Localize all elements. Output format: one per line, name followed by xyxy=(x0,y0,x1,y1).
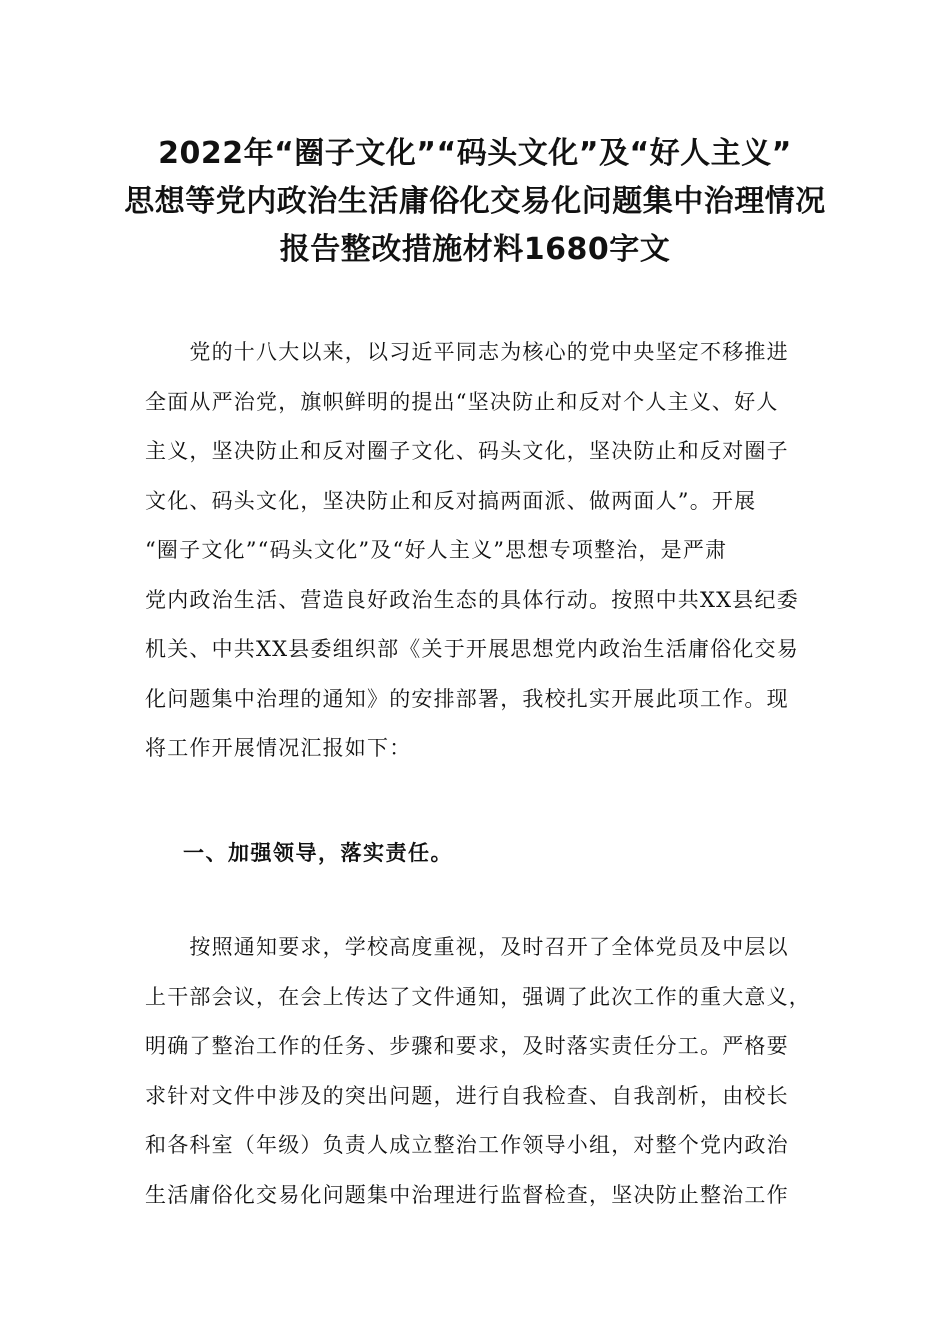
paragraph-line: 生活庸俗化交易化问题集中治理进行监督检查，坚决防止整治工作 xyxy=(145,1182,789,1207)
paragraph-line: 和各科室（年级）负责人成立整治工作领导小组，对整个党内政治 xyxy=(145,1133,789,1157)
section1-paragraph xyxy=(145,923,811,1220)
title-line-3: 报告整改措施材料1680字文 xyxy=(279,232,671,267)
paragraph-line: 化问题集中治理的通知》的安排部署，我校扎实开展此项工作。现 xyxy=(145,686,789,711)
paragraph-line: 求针对文件中涉及的突出问题，进行自我检查、自我剖析，由校长 xyxy=(145,1083,789,1108)
paragraph-line: 上干部会议，在会上传达了文件通知，强调了此次工作的重大意义， xyxy=(145,984,811,1009)
paragraph-line: 党内政治生活、营造良好政治生态的具体行动。按照中共XX县纪委 xyxy=(145,587,799,612)
paragraph-line: 机关、中共XX县委组织部《关于开展思想党内政治生活庸俗化交易 xyxy=(145,637,799,661)
document-title xyxy=(100,130,850,274)
paragraph-line: 主义，坚决防止和反对圈子文化、码头文化，坚决防止和反对圈子 xyxy=(145,439,789,463)
intro-paragraph xyxy=(145,328,805,774)
paragraph-line: 党的十八大以来，以习近平同志为核心的党中央坚定不移推进 xyxy=(145,340,789,364)
paragraph-line: 明确了整治工作的任务、步骤和要求，及时落实责任分工。严格要 xyxy=(145,1034,789,1058)
paragraph-line: 全面从严治党，旗帜鲜明的提出“坚决防止和反对个人主义、好人 xyxy=(145,389,779,414)
section-heading: 一、加强领导，落实责任。 xyxy=(183,841,453,865)
title-line-2: 思想等党内政治生活庸俗化交易化问题集中治理情况 xyxy=(124,184,826,219)
paragraph-line: “圈子文化”“码头文化”及“好人主义”思想专项整治，是严肃 xyxy=(145,538,728,562)
title-line-1: 2022年“圈子文化”“码头文化”及“好人主义” xyxy=(158,136,792,171)
paragraph-line: 将工作开展情况汇报如下： xyxy=(145,736,412,760)
paragraph-line: 按照通知要求，学校高度重视，及时召开了全体党员及中层以 xyxy=(145,935,789,959)
paragraph-line: 文化、码头文化，坚决防止和反对搞两面派、做两面人”。开展 xyxy=(145,488,757,513)
